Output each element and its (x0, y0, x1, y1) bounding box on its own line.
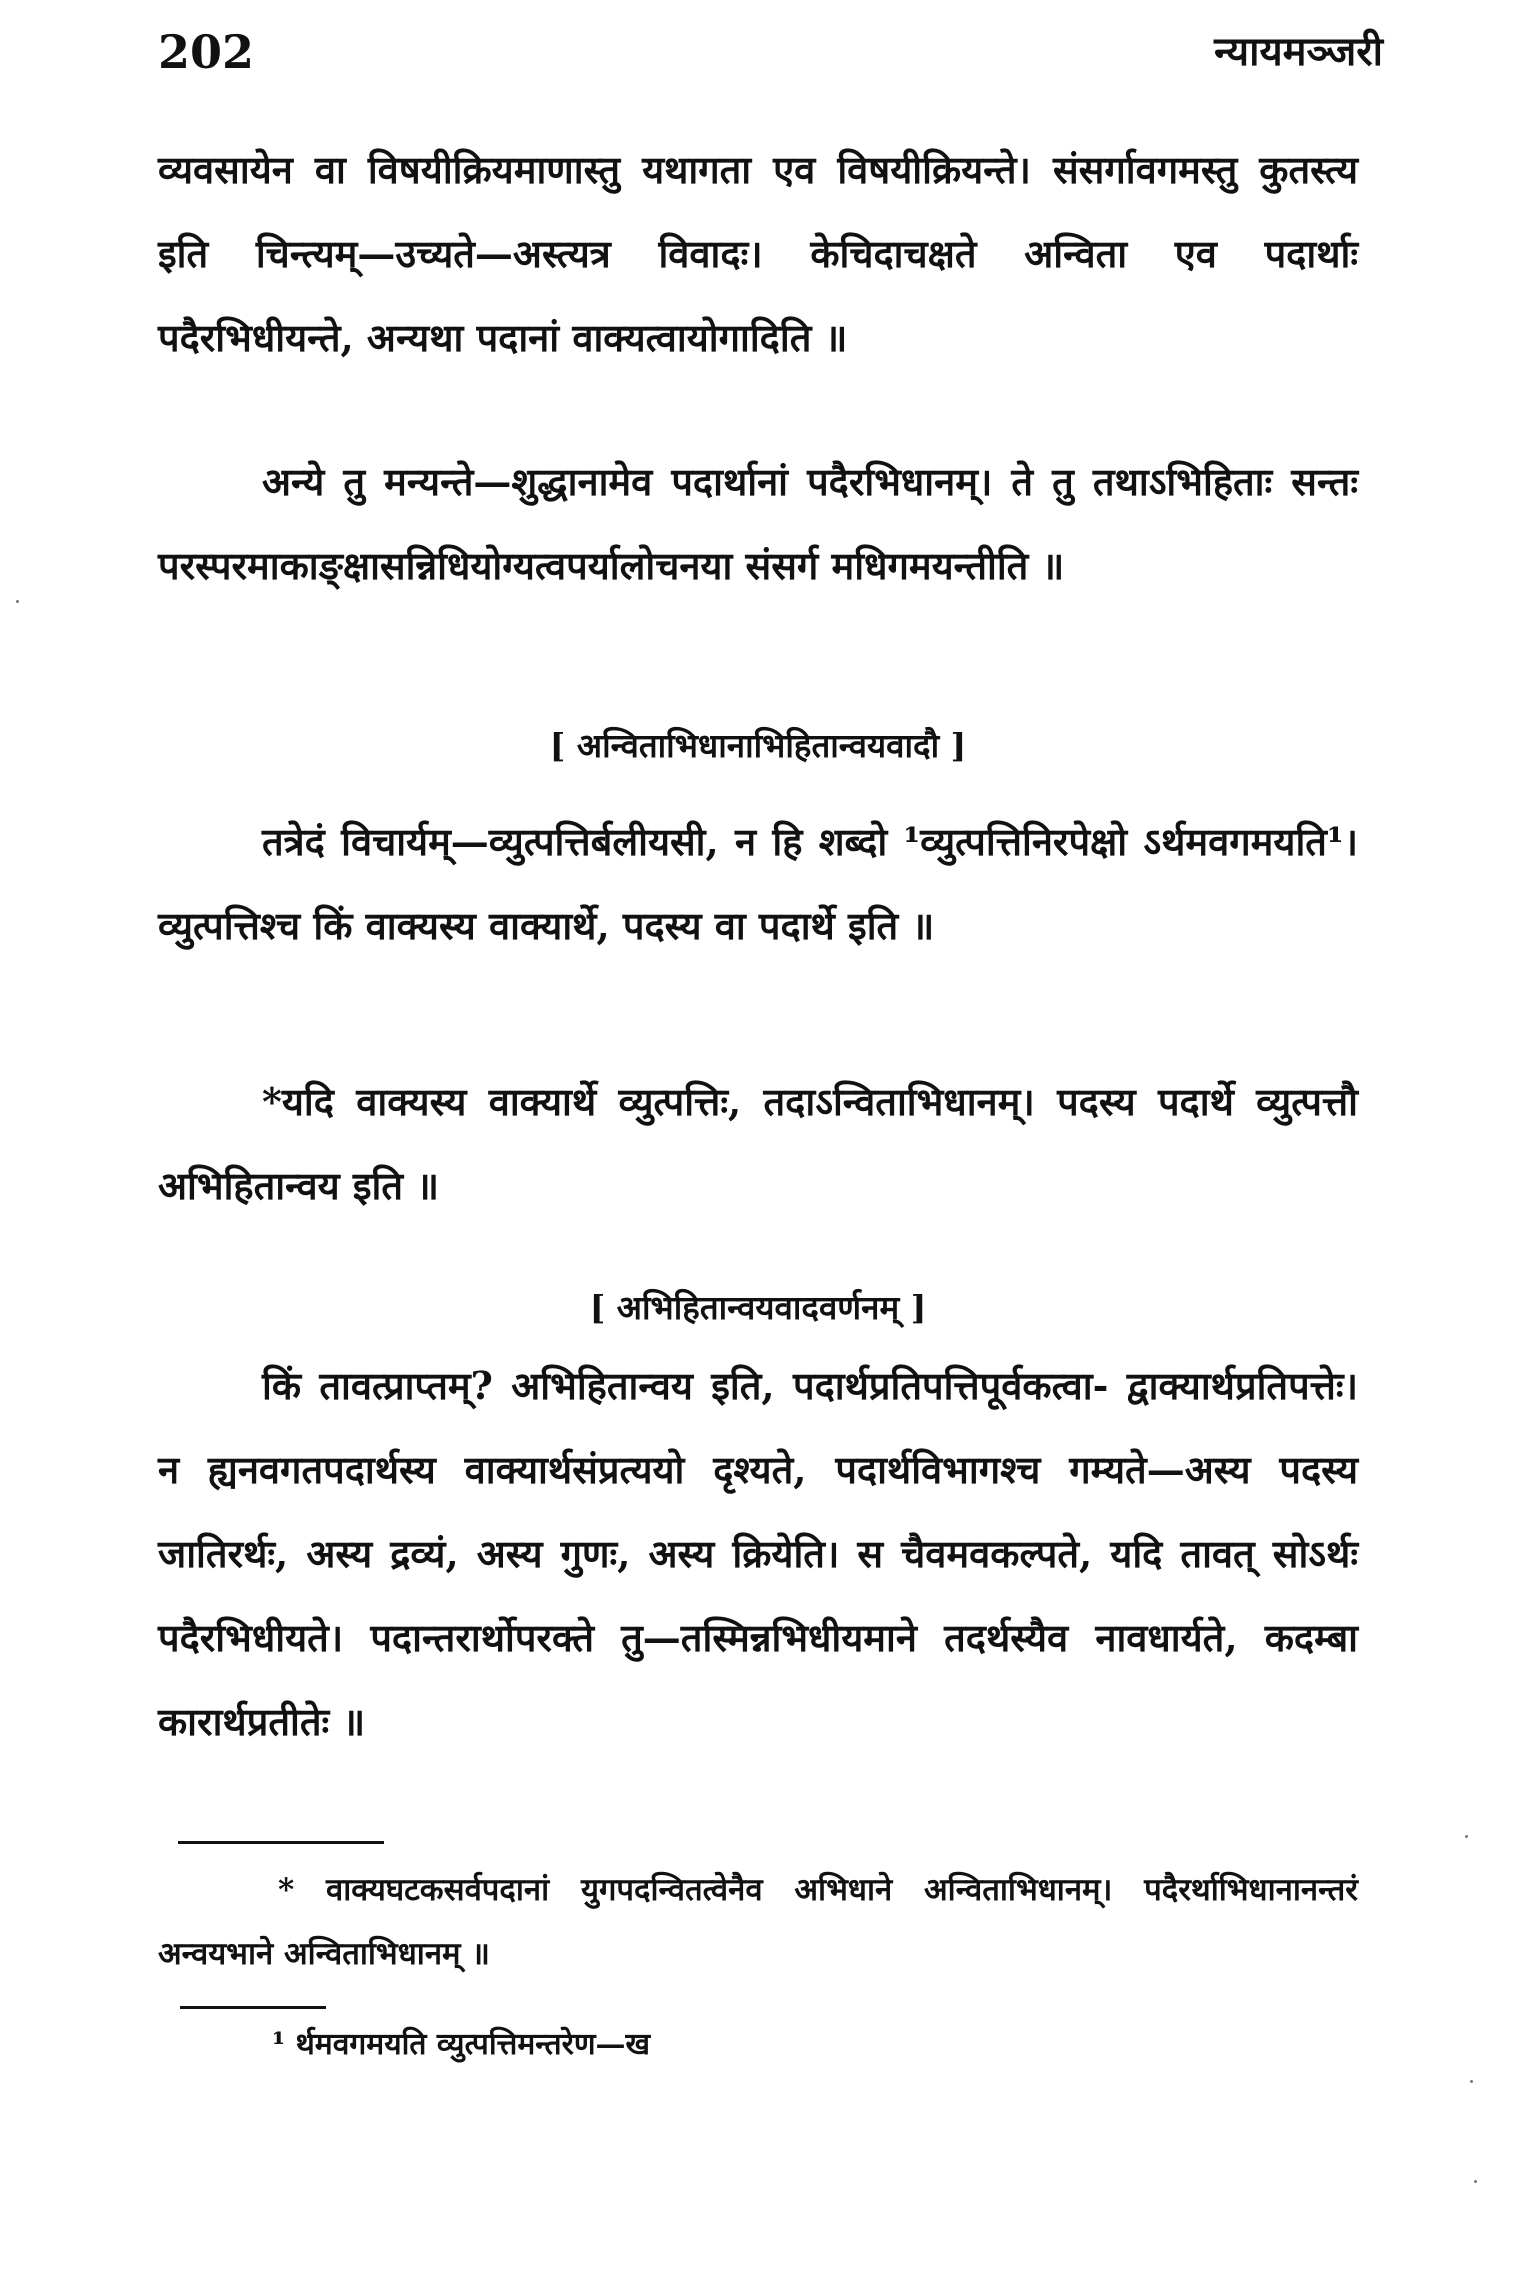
scan-speck (1474, 2180, 1477, 2183)
scan-speck (1470, 2080, 1473, 2083)
page-number: 202 (158, 25, 255, 79)
footnote-rule (178, 1841, 384, 1844)
section-heading-2: [ अभिहितान्वयवादवर्णनम् ] (589, 1288, 927, 1327)
paragraph-2: अन्ये तु मन्यन्ते—शुद्धानामेव पदार्थानां पदैरभिधानम्। ते तु तथाऽभिहिताः सन्तः परस्परमाकाङ्क्षासन्निधियोग्यत्वपर्यालोचनया संसर्ग मधिगमयन्तीति ॥ (158, 459, 1358, 588)
variant-rule (180, 2006, 326, 2009)
scan-speck (1465, 1835, 1468, 1838)
paragraph-3: तत्रेदं विचार्यम्—व्युत्पत्तिर्बलीयसी, न हि शब्दो ¹व्युत्पत्तिनिरपेक्षो ऽर्थमवगमयति¹। व्युत्पत्तिश्च किं वाक्यस्य वाक्यार्थे, पदस्य वा पदार्थे इति ॥ (158, 819, 1358, 948)
paragraph-1: व्यवसायेन वा विषयीक्रियमाणास्तु यथागता एव विषयीक्रियन्ते। संसर्गावगमस्तु कुतस्त्य इति चिन्त्यम्—उच्यते—अस्त्यत्र विवादः। केचिदाचक्षते अन्विता एव पदार्थाः पदैरभिधीयन्ते, अन्यथा पदानां वाक्यत्वायोगादिति ॥ (158, 147, 1358, 360)
paragraph-4: *यदि वाक्यस्य वाक्यार्थे व्युत्पत्तिः, तदाऽन्विताभिधानम्। पदस्य पदार्थे व्युत्पत्तौ अभिहितान्वय इति ॥ (158, 1079, 1358, 1208)
running-title: न्यायमञ्जरी (1214, 28, 1383, 75)
paragraph-5: किं तावत्प्राप्तम्? अभिहितान्वय इति, पदार्थप्रतिपत्तिपूर्वकत्वा- द्वाक्यार्थप्रतिपत्तेः। न ह्यनवगतपदार्थस्य वाक्यार्थसंप्रत्ययो दृश्यते, पदार्थविभागश्च गम्यते—अस्य पदस्य जातिरर्थः, अस्य द्रव्यं, अस्य गुणः, अस्य क्रियेति। स चैवमवकल्पते, यदि तावत् सोऽर्थः पदैरभिधीयते। पदान्तरार्थोपरक्ते तु—तस्मिन्नभिधीयमाने तदर्थस्यैव नावधार्यते, कदम्बा कारार्थप्रतीतेः ॥ (158, 1363, 1358, 1744)
footnote-star: * वाक्यघटकसर्वपदानां युगपदन्वितत्वेनैव अभिधाने अन्विताभिधानम्। पदैरर्थाभिधानानन्तरं अन्वयभाने अन्विताभिधानम् ॥ (158, 1872, 1358, 1972)
scan-speck (16, 600, 19, 603)
section-heading-1: [ अन्विताभिधानाभिहितान्वयवादौ ] (549, 726, 967, 765)
footnote-variant: ¹ र्थमवगमयति व्युत्पत्तिमन्तरेण—ख (272, 2027, 651, 2062)
